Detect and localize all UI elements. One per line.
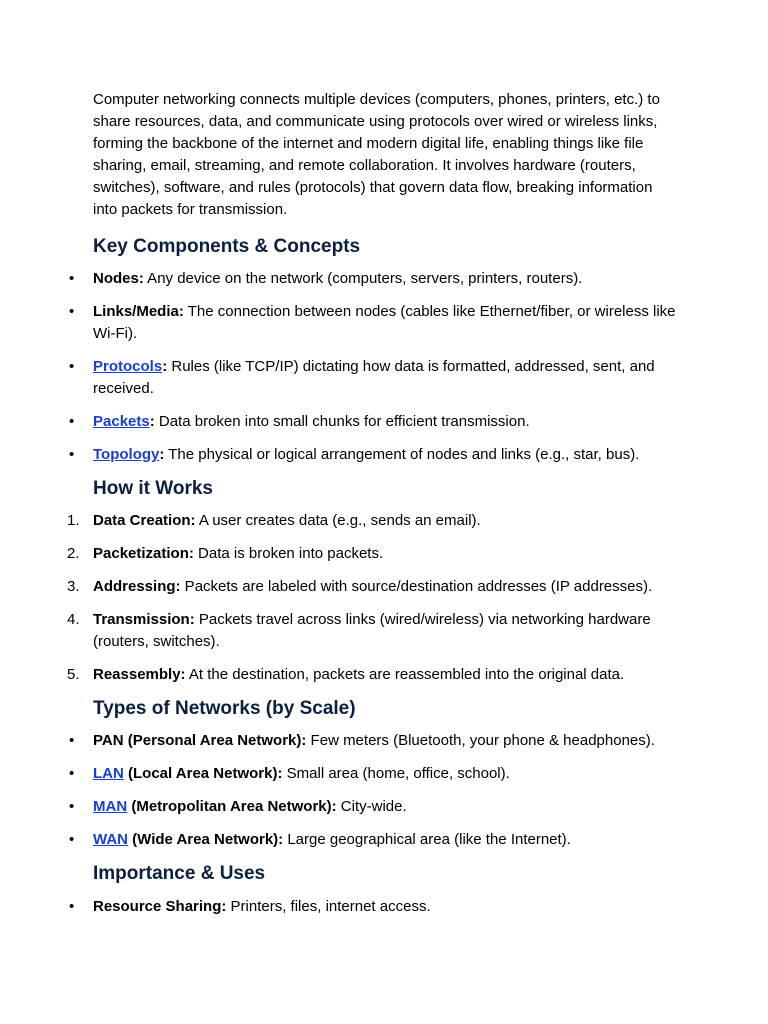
heading-types-of-networks: Types of Networks (by Scale) (93, 698, 356, 719)
colon: : (162, 358, 168, 375)
colon: : (149, 413, 155, 430)
number-marker: 5. (67, 666, 80, 683)
term-nodes: Nodes: (93, 270, 144, 287)
bullet-marker: • (69, 270, 75, 287)
list-item-packets (69, 411, 693, 433)
list-item-transmission (67, 609, 693, 653)
list-item-data-creation (67, 510, 693, 532)
desc-reassembly: At the destination, packets are reassembled into the original data. (185, 666, 625, 683)
bullet-marker: • (69, 358, 75, 375)
bullet-marker: • (69, 446, 75, 463)
desc-man: City-wide. (336, 798, 407, 815)
bullet-marker: • (69, 831, 75, 848)
desc-lan: Small area (home, office, school). (282, 765, 510, 782)
desc-topology: The physical or logical arrangement of nodes and links (e.g., star, bus). (164, 446, 640, 463)
desc-resource-sharing: Printers, files, internet access. (226, 898, 431, 915)
term-wan: (Wide Area Network): (128, 831, 284, 848)
list-item-pan (69, 730, 693, 752)
list-item-packetization (67, 543, 693, 565)
term-man: (Metropolitan Area Network): (127, 798, 337, 815)
list-item-addressing (67, 576, 693, 598)
desc-pan: Few meters (Bluetooth, your phone & headphones). (306, 732, 655, 749)
list-item-resource-sharing (69, 896, 693, 918)
types-of-networks-list (69, 730, 693, 851)
document-page (67, 89, 693, 929)
importance-uses-list (69, 896, 693, 918)
man-link[interactable]: MAN (93, 798, 128, 815)
key-components-list (69, 268, 693, 466)
number-marker: 4. (67, 611, 80, 628)
term-addressing: Addressing: (93, 578, 181, 595)
topology-link[interactable]: Topology (93, 446, 160, 463)
term-pan: PAN (Personal Area Network): (93, 732, 307, 749)
list-item-wan (69, 829, 693, 851)
desc-transmission: Packets travel across links (wired/wireless) via networking hardware (routers, switches). (93, 611, 651, 650)
desc-protocols: Rules (like TCP/IP) dictating how data is formatted, addressed, sent, and received. (93, 358, 655, 397)
number-marker: 1. (67, 512, 80, 529)
term-lan: (Local Area Network): (123, 765, 283, 782)
packets-link[interactable]: Packets (93, 413, 150, 430)
how-it-works-list (67, 510, 693, 686)
desc-links-media: The connection between nodes (cables like Ethernet/fiber, or wireless like Wi-Fi). (93, 303, 676, 342)
list-item-links-media (69, 301, 693, 345)
heading-how-it-works: How it Works (93, 478, 213, 499)
desc-data-creation: A user creates data (e.g., sends an email). (195, 512, 481, 529)
number-marker: 2. (67, 545, 80, 562)
term-transmission: Transmission: (93, 611, 195, 628)
term-reassembly: Reassembly: (93, 666, 186, 683)
desc-packetization: Data is broken into packets. (193, 545, 384, 562)
intro-paragraph: Computer networking connects multiple devices (computers, phones, printers, etc.) to share resources, data, and communicate using protocols over wired or wireless links, forming the backbone of the internet and modern digital life, enabling things like file sharing, email, streaming, and remote collaboration. It involves hardware (routers, switches), software, and rules (protocols) that govern data flow, breaking information into packets for transmission. (93, 91, 660, 218)
bullet-marker: • (69, 898, 75, 915)
list-item-topology (69, 444, 693, 466)
wan-link[interactable]: WAN (93, 831, 128, 848)
list-item-nodes (69, 268, 693, 290)
bullet-marker: • (69, 798, 75, 815)
colon: : (159, 446, 165, 463)
list-item-man (69, 796, 693, 818)
lan-link[interactable]: LAN (93, 765, 124, 782)
list-item-protocols (69, 356, 693, 400)
term-links-media: Links/Media: (93, 303, 184, 320)
heading-key-components: Key Components & Concepts (93, 236, 361, 257)
bullet-marker: • (69, 303, 75, 320)
desc-wan: Large geographical area (like the Internet). (283, 831, 571, 848)
term-data-creation: Data Creation: (93, 512, 196, 529)
bullet-marker: • (69, 413, 75, 430)
list-item-lan (69, 763, 693, 785)
term-packetization: Packetization: (93, 545, 194, 562)
number-marker: 3. (67, 578, 80, 595)
heading-importance-uses: Importance & Uses (93, 863, 266, 884)
list-item-reassembly (67, 664, 693, 686)
desc-nodes: Any device on the network (computers, servers, printers, routers). (143, 270, 583, 287)
protocols-link[interactable]: Protocols (93, 358, 163, 375)
desc-addressing: Packets are labeled with source/destination addresses (IP addresses). (180, 578, 653, 595)
desc-packets: Data broken into small chunks for efficient transmission. (154, 413, 530, 430)
bullet-marker: • (69, 732, 75, 749)
bullet-marker: • (69, 765, 75, 782)
term-resource-sharing: Resource Sharing: (93, 898, 227, 915)
